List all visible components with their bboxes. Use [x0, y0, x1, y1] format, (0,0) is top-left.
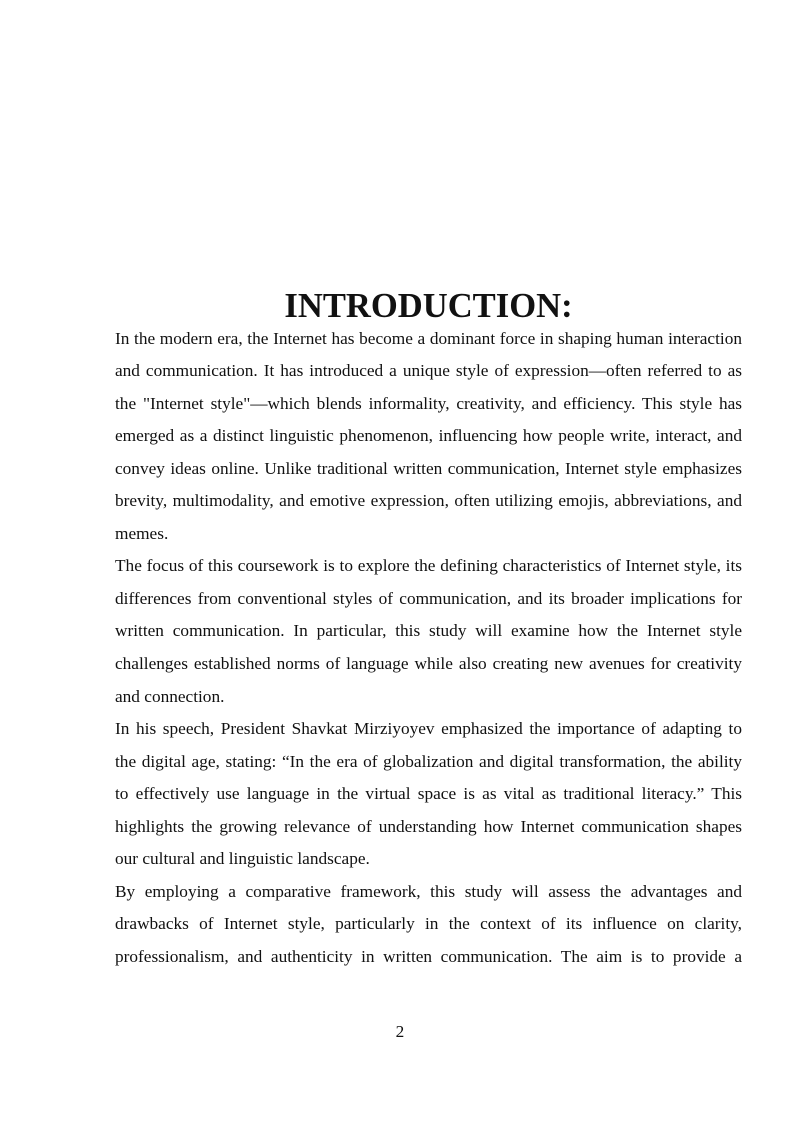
paragraph: In his speech, President Shavkat Mirziyoyev emphasized the importance of adapting to the digital age, stating: “In the era of globalization and digital transformation, the ability to effectively use language in the virtual space is as vital as traditional literacy.” This highlights the growing relevance of understanding how Internet communication shapes our cultural and linguistic landscape.	[115, 719, 742, 869]
paragraph-continued: By employing a comparative framework, this study will assess the advantages and drawbacks of Internet style, particularly in the context of its influence on clarity, professionalism, and authenticity in written communication. The aim is to provide a	[115, 881, 742, 966]
page-number: 2	[395, 1022, 405, 1041]
section-heading: INTRODUCTION:	[284, 287, 573, 325]
document-body	[115, 287, 742, 973]
paragraph: The focus of this coursework is to explore the defining characteristics of Internet style, its differences from conventional styles of communication, and its broader implications for written communication. In particular, this study will examine how the Internet style challenges established norms of language while also creating new avenues for creativity and connection.	[115, 556, 742, 706]
paragraph: In the modern era, the Internet has become a dominant force in shaping human interaction and communication. It has introduced a unique style of expression—often referred to as the "Internet style"—which blends informality, creativity, and efficiency. This style has emerged as a distinct linguistic phenomenon, influencing how people write, interact, and convey ideas online. Unlike traditional written communication, Internet style emphasizes brevity, multimodality, and emotive expression, often utilizing emojis, abbreviations, and memes.	[115, 328, 742, 543]
